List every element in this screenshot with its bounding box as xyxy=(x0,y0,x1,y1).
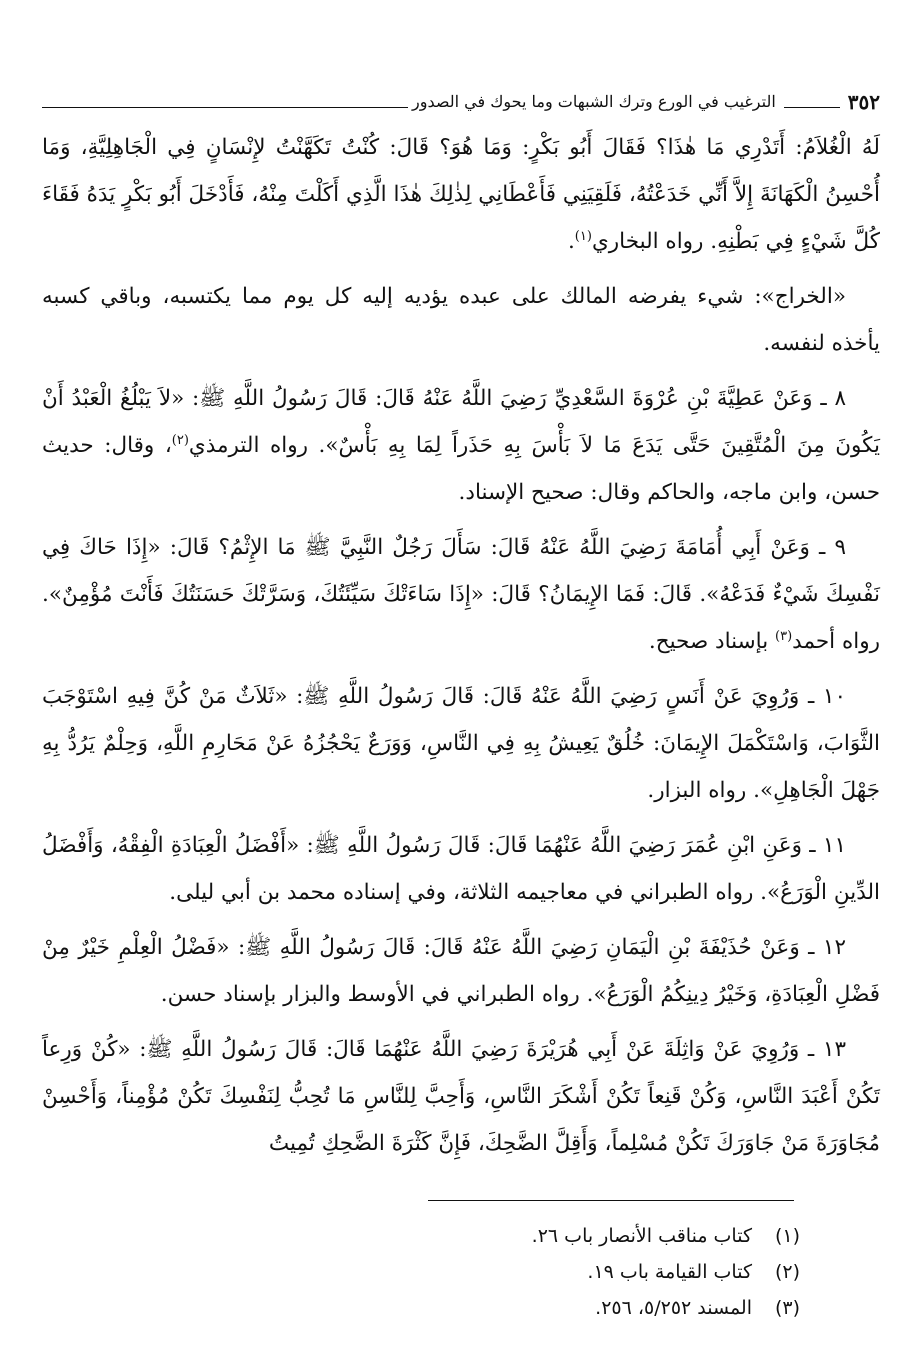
footnote-rule xyxy=(428,1200,794,1201)
hadith-10 xyxy=(42,673,880,814)
footnote-ref-3[interactable]: (٣) xyxy=(775,628,793,644)
paragraph-text: «الخراج»: شيء يفرضه المالك على عبده يؤديه إليه كل يوم مما يكتسبه، وباقي كسبه يأخذه لنفسه. xyxy=(42,284,880,356)
hadith-13 xyxy=(42,1026,880,1167)
header-rule xyxy=(784,107,840,108)
hadith-12 xyxy=(42,924,880,1018)
hadith-8 xyxy=(42,375,880,516)
footnote-text: كتاب القيامة باب ١٩. xyxy=(587,1261,752,1283)
footnote-1 xyxy=(400,1218,800,1254)
body-text xyxy=(42,124,880,1167)
footnote-number: (١) xyxy=(774,1225,800,1247)
page-number: ٣٥٢ xyxy=(847,90,880,114)
paragraph-text: ١٠ ـ وَرُوِيَ عَنْ أَنَسٍ رَضِيَ اللَّهُ عَنْهُ قَالَ: قَالَ رَسُولُ اللَّهِ ﷺ: «ثَلاَثٌ مَنْ كُنَّ فِيهِ اسْتَوْجَبَ الثَّوَابَ، وَاسْتَكْمَلَ الإِيمَانَ: خُلُقٌ يَعِيشُ بِهِ فِي النَّاسِ، وَوَرَعٌ يَحْجُزُهُ عَنْ مَحَارِمِ اللَّهِ، وَحِلْمٌ يَرُدُّ بِهِ جَهْلَ الْجَاهِلِ». رواه البزار. xyxy=(42,684,880,803)
paragraph-tail: . xyxy=(567,229,575,254)
footnote-number: (٢) xyxy=(774,1261,800,1283)
running-header xyxy=(42,78,880,114)
footnotes xyxy=(400,1218,800,1326)
footnote-text: المسند ٥/٢٥٢، ٢٥٦. xyxy=(595,1297,752,1319)
paragraph-text: ٨ ـ وَعَنْ عَطِيَّةَ بْنِ عُرْوَةَ السَّعْدِيِّ رَضِيَ اللَّهُ عَنْهُ قَالَ: قَالَ رَسُولُ اللَّهِ ﷺ: «لاَ يَبْلُغُ الْعَبْدُ أَنْ يَكُونَ مِنَ الْمُتَّقِينَ حَتَّى يَدَعَ مَا لاَ بَأْسَ بِهِ حَذَراً لِمَا بِهِ بَأْسٌ». رواه الترمذي xyxy=(42,386,881,458)
paragraph-text: ١١ ـ وَعَنِ ابْنِ عُمَرَ رَضِيَ اللَّهُ عَنْهُمَا قَالَ: قَالَ رَسُولُ اللَّهِ ﷺ: «أَفْضَلُ الْعِبَادَةِ الْفِقْهُ، وَأَفْضَلُ الدِّينِ الْوَرَعُ». رواه الطبراني في معاجيمه الثلاثة، وفي إسناده محمد بن أبي ليلى. xyxy=(42,833,880,905)
footnote-2 xyxy=(400,1254,800,1290)
footnote-ref-2[interactable]: (٢) xyxy=(171,432,189,448)
paragraph-text: ٩ ـ وَعَنْ أَبِي أُمَامَةَ رَضِيَ اللَّهُ عَنْهُ قَالَ: سَأَلَ رَجُلٌ النَّبِيَّ ﷺ مَا الإِثْمُ؟ قَالَ: «إِذَا حَاكَ فِي نَفْسِكَ شَيْءٌ فَدَعْهُ». قَالَ: فَمَا الإِيمَانُ؟ قَالَ: «إِذَا سَاءَتْكَ سَيِّئَتُكَ، وَسَرَّتْكَ حَسَنَتُكَ فَأَنْتَ مُؤْمِنٌ». رواه أحمد xyxy=(42,535,880,654)
paragraph-text: ١٣ ـ وَرُوِيَ عَنْ وَاثِلَةَ عَنْ أَبِي هُرَيْرَةَ رَضِيَ اللَّهُ عَنْهُمَا قَالَ: قَالَ رَسُولُ اللَّهِ ﷺ: «كُنْ وَرِعاً تَكُنْ أَعْبَدَ النَّاسِ، وَكُنْ قَنِعاً تَكُنْ أَشْكَرَ النَّاسِ، وَأَحِبَّ لِلنَّاسِ مَا تُحِبُّ لِنَفْسِكَ تَكُنْ مُؤْمِناً، وَأَحْسِنْ مُجَاوَرَةَ مَنْ جَاوَرَكَ تَكُنْ مُسْلِماً، وَأَقِلَّ الضَّحِكَ، فَإِنَّ كَثْرَةَ الضَّحِكِ تُمِيتُ xyxy=(42,1037,880,1156)
page-content xyxy=(42,78,880,1175)
paragraph-1 xyxy=(42,124,880,265)
footnote-text: كتاب مناقب الأنصار باب ٢٦. xyxy=(531,1225,752,1247)
paragraph-tail: بإسناد صحيح. xyxy=(648,629,776,654)
header-rule-end xyxy=(42,107,408,108)
hadith-9 xyxy=(42,524,880,665)
hadith-11 xyxy=(42,822,880,916)
footnote-ref-1[interactable]: (١) xyxy=(574,228,592,244)
paragraph-text: ١٢ ـ وَعَنْ حُذَيْفَةَ بْنِ الْيَمَانِ رَضِيَ اللَّهُ عَنْهُ قَالَ: قَالَ رَسُولُ اللَّهِ ﷺ: «فَضْلُ الْعِلْمِ خَيْرٌ مِنْ فَضْلِ الْعِبَادَةِ، وَخَيْرُ دِينِكُمُ الْوَرَعُ». رواه الطبراني في الأوسط والبزار بإسناد حسن. xyxy=(42,935,880,1007)
paragraph-2 xyxy=(42,273,880,367)
paragraph-text: لَهُ الْغُلاَمُ: أَتَدْرِي مَا هٰذَا؟ فَقَالَ أَبُو بَكْرٍ: وَمَا هُوَ؟ قَالَ: كُنْتُ تَكَهَّنْتُ لإِنْسَانٍ فِي الْجَاهِلِيَّةِ، وَمَا أُحْسِنُ الْكَهَانَةَ إِلاَّ أَنِّي خَدَعْتُهُ، فَلَقِيَنِي فَأَعْطَانِي لِذٰلِكَ هٰذَا الَّذِي أَكَلْتَ مِنْهُ، فَأَدْخَلَ أَبُو بَكْرٍ يَدَهُ فَقَاءَ كُلَّ شَيْءٍ فِي بَطْنِهِ. رواه البخاري xyxy=(42,135,880,254)
paragraph-tail: ، وقال: حديث حسن، وابن ماجه، والحاكم وقال: صحيح الإسناد. xyxy=(42,433,880,505)
chapter-title: الترغيب في الورع وترك الشبهات وما يحوك في الصدور xyxy=(411,92,776,111)
footnote-number: (٣) xyxy=(774,1297,800,1319)
footnote-3 xyxy=(400,1290,800,1326)
